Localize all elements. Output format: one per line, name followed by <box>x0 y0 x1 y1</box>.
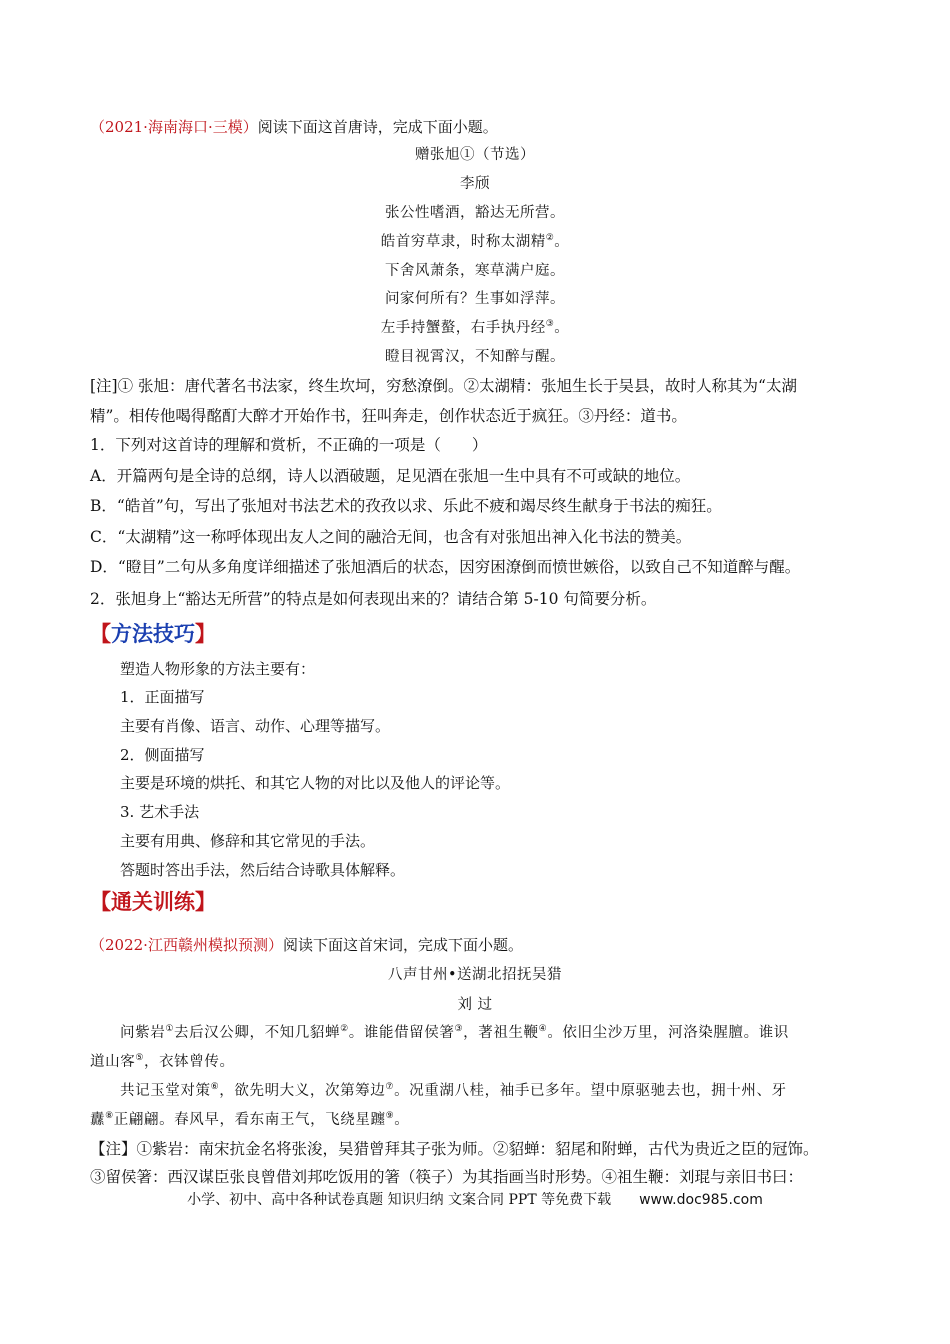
poem-note-line: [注]① 张旭：唐代著名书法家，终生坎坷，穷愁潦倒。②太湖精：张旭生长于吴县，故时人称其为“太湖 <box>90 377 797 395</box>
ci-paragraph-2-cont: 纛⑧正翩翩。春风早，看东南王气，飞绕星躔⑨。 <box>90 1111 410 1128</box>
page-footer <box>0 1190 950 1210</box>
footer-text: 小学、初中、高中各种试卷真题 知识归纳 文案合同 PPT 等免费下载 <box>187 1192 612 1208</box>
training-header <box>90 934 523 956</box>
method-line: 1．正面描写 <box>120 688 205 706</box>
training-source: （2022·江西赣州模拟预测） <box>90 936 283 954</box>
method-line: 主要是环境的烘托、和其它人物的对比以及他人的评论等。 <box>120 774 511 792</box>
ci-paragraph-1-cont: 道山客⑤，衣钵曾传。 <box>90 1053 235 1070</box>
ci-title: 八声甘州•送湖北招抚吴猎 <box>387 967 563 983</box>
poem-line: 张公性嗜酒，豁达无所营。 <box>385 205 565 221</box>
option-a: A．开篇两句是全诗的总纲，诗人以酒破题，足见酒在张旭一生中具有不可或缺的地位。 <box>90 467 691 485</box>
q1-intro: 阅读下面这首唐诗，完成下面小题。 <box>257 118 498 136</box>
question-1: 1．下列对这首诗的理解和赏析，不正确的一项是（ ） <box>90 436 488 454</box>
method-line: 2．侧面描写 <box>120 746 205 764</box>
option-d: D．“瞪目”二句从多角度详细描述了张旭酒后的状态，因穷困潦倒而愤世嫉俗，以致自己不知道醉与醒。 <box>90 558 801 576</box>
method-line: 主要有肖像、语言、动作、心理等描写。 <box>120 717 391 735</box>
ci-paragraph-2: 共记玉堂对策⑥，欲先明大义，次第筹边⑦。况重湖八桂，袖手已多年。望中原驱驰去也，拥十州、牙 <box>120 1082 787 1099</box>
poem-line: 问家何所有？生事如浮萍。 <box>385 291 565 307</box>
ci-author: 刘 过 <box>457 997 493 1013</box>
ci-note-line: 【注】①紫岩：南宋抗金名将张浚，吴猎曾拜其子张为师。②貂蝉：貂尾和附蝉，古代为贵近之臣的冠饰。 <box>90 1140 819 1158</box>
ci-note-line: ③留侯箸：西汉谋臣张良曾借刘邦吃饭用的箸（筷子）为其指画当时形势。④祖生鞭：刘琨与亲旧书曰： <box>90 1168 804 1186</box>
method-line: 答题时答出手法，然后结合诗歌具体解释。 <box>120 861 406 879</box>
option-c: C．“太湖精”这一称呼体现出友人之间的融洽无间，也含有对张旭出神入化书法的赞美。 <box>90 528 692 546</box>
poem-title: 赠张旭①（节选） <box>415 147 535 163</box>
option-b: B．“皓首”句，写出了张旭对书法艺术的孜孜以求、乐此不疲和竭尽终生献身于书法的痴狂。 <box>90 497 722 515</box>
q1-header <box>90 116 498 138</box>
method-heading: 【方法技巧】 <box>90 622 216 646</box>
q1-source: （2021·海南海口·三模） <box>90 118 258 136</box>
footer-url[interactable]: www.doc985.com <box>639 1192 763 1208</box>
poem-line: 皓首穷草隶，时称太湖精②。 <box>380 233 570 250</box>
poem-line: 左手持蟹螯，右手执丹经③。 <box>380 319 570 336</box>
method-line: 主要有用典、修辞和其它常见的手法。 <box>120 832 376 850</box>
ci-paragraph-1: 问紫岩①去后汉公卿，不知几貂蝉②。谁能借留侯箸③，著祖生鞭④。依旧尘沙万里，河洛染腥膻。谁识 <box>120 1024 789 1041</box>
method-line: 3. 艺术手法 <box>120 803 200 821</box>
poem-note-line: 精”。相传他喝得酩酊大醉才开始作书，狂叫奔走，创作状态近于疯狂。③丹经：道书。 <box>90 407 687 425</box>
poem-author: 李颀 <box>460 176 490 192</box>
training-intro: 阅读下面这首宋词，完成下面小题。 <box>282 936 523 954</box>
question-2: 2．张旭身上“豁达无所营”的特点是如何表现出来的？请结合第 5-10 句简要分析。 <box>90 590 657 608</box>
method-line: 塑造人物形象的方法主要有： <box>120 660 316 678</box>
poem-line: 瞪目视霄汉，不知醉与醒。 <box>385 349 565 365</box>
poem-line: 下舍风萧条，寒草满户庭。 <box>385 263 565 279</box>
training-heading: 【通关训练】 <box>90 890 216 914</box>
